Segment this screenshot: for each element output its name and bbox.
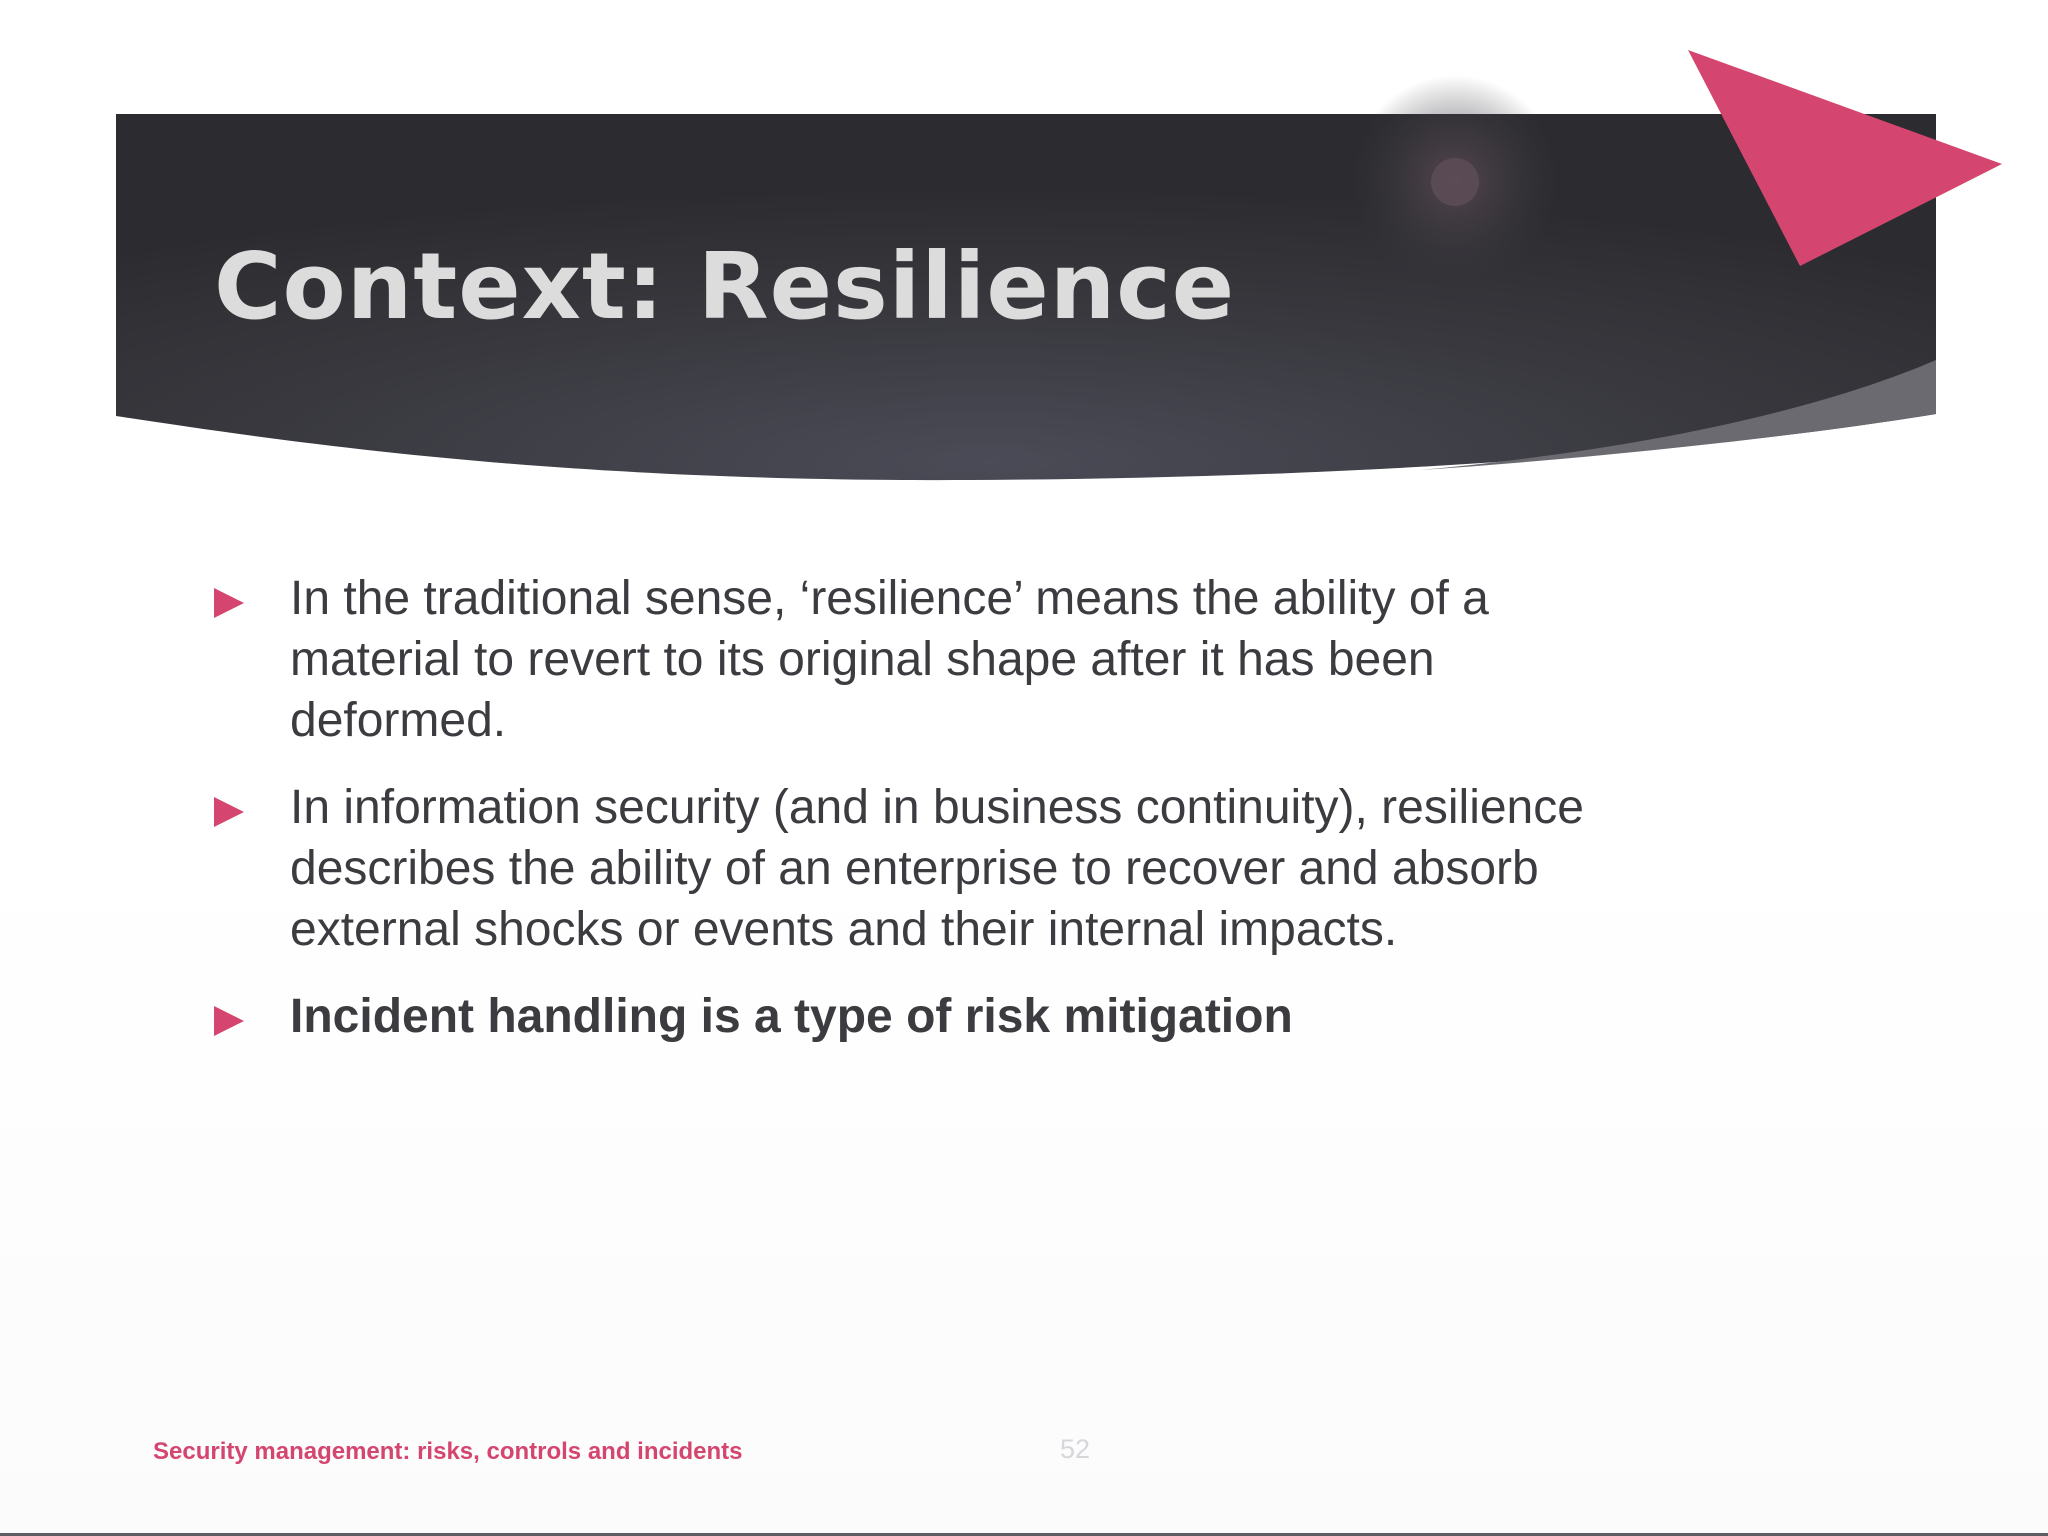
slide-title: Context: Resilience xyxy=(214,233,1236,340)
bullet-item xyxy=(214,568,1634,751)
bullet-text-emphasis: Incident handling is a type of risk mitigation xyxy=(290,990,1293,1043)
page-number: 52 xyxy=(1060,1434,1091,1464)
bullet-item xyxy=(214,777,1634,960)
lens-flare-inner xyxy=(1431,158,1479,206)
pink-triangle-bullet-icon xyxy=(214,1006,244,1036)
bullet-item xyxy=(214,986,1634,1047)
footer-course-title: Security management: risks, controls and incidents xyxy=(153,1438,743,1465)
bullet-text: In the traditional sense, ‘resilience’ means the ability of a material to revert to its original shape after it has been deformed. xyxy=(290,572,1489,747)
pink-triangle-bullet-icon xyxy=(214,797,244,827)
pink-triangle-bullet-icon xyxy=(214,588,244,618)
bullet-text: In information security (and in business continuity), resilience describes the ability of an enterprise to recover and absorb external shocks or events and their internal impacts. xyxy=(290,781,1584,956)
bullet-list xyxy=(214,568,1634,1073)
